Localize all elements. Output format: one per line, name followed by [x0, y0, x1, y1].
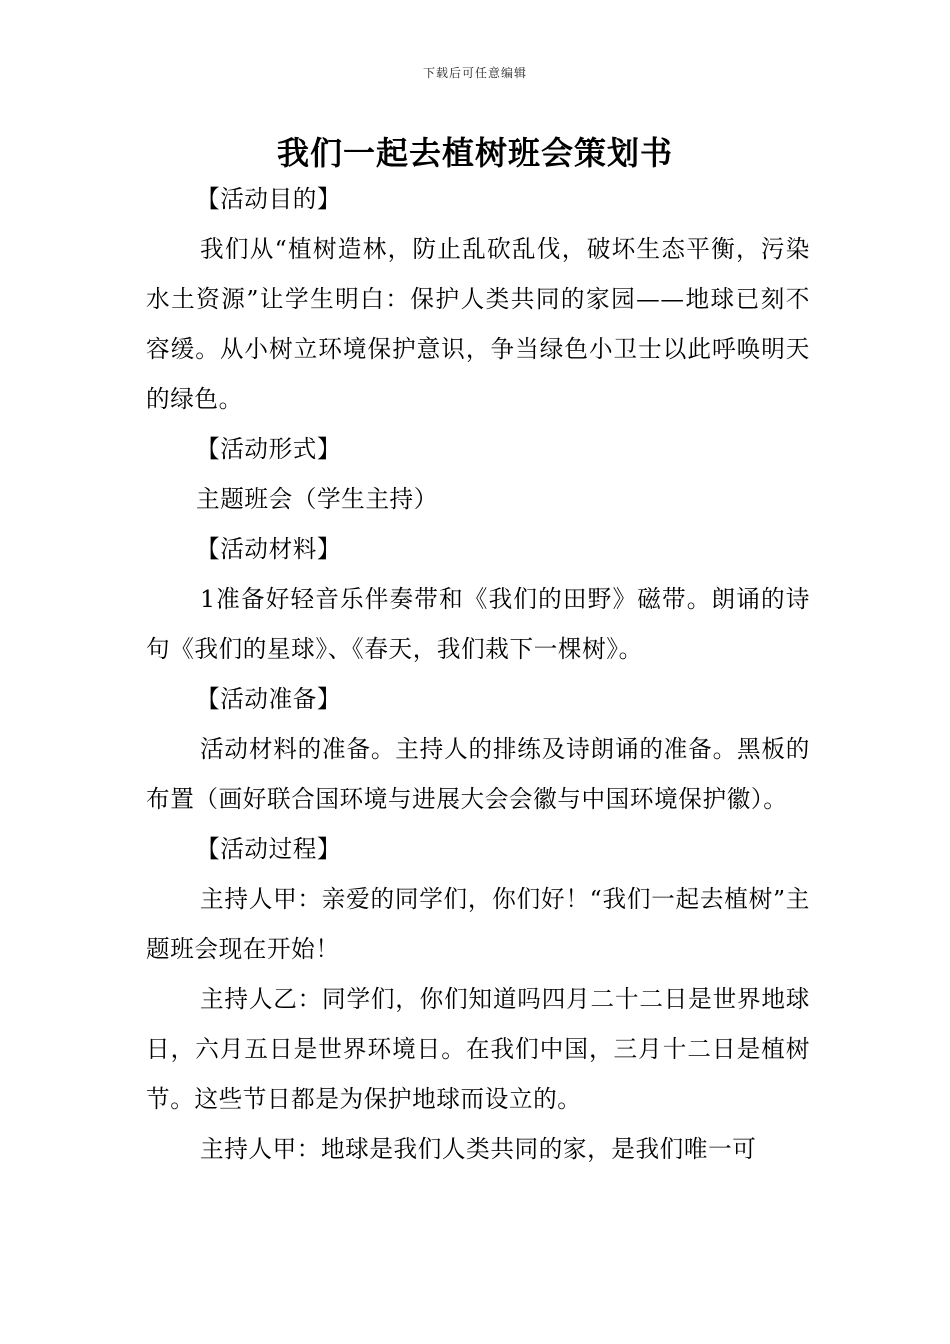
section-heading-format: 【活动形式】 [196, 435, 342, 463]
paragraph-host-a-2: 主持人甲：地球是我们人类共同的家，是我们唯一可 [200, 1135, 757, 1163]
paragraph-materials: 1准备好轻音乐伴奏带和《我们的田野》磁带。朗诵的诗句《我们的星球》、《春天，我们栽下一棵树》。 [146, 585, 810, 663]
paragraph-host-b-1: 主持人乙：同学们，你们知道吗四月二十二日是世界地球日，六月五日是世界环境日。在我们中国，三月十二日是植树节。这些节日都是为保护地球而设立的。 [146, 985, 810, 1113]
section-heading-preparation: 【活动准备】 [196, 685, 342, 713]
document-body [146, 174, 810, 1174]
paragraph-purpose: 我们从“植树造林，防止乱砍乱伐，破坏生态平衡，污染水土资源”让学生明白：保护人类共同的家园——地球已刻不容缓。从小树立环境保护意识，争当绿色小卫士以此呼唤明天的绿色。 [146, 235, 810, 413]
section-heading-process: 【活动过程】 [196, 835, 342, 863]
document-title: 我们一起去植树班会策划书 [276, 134, 673, 172]
header-note: 下载后可任意编辑 [422, 66, 527, 80]
paragraph-host-a-1: 主持人甲：亲爱的同学们，你们好！“我们一起去植树”主题班会现在开始！ [146, 885, 810, 963]
paragraph-preparation: 活动材料的准备。主持人的排练及诗朗诵的准备。黑板的布置（画好联合国环境与进展大会会徽与中国环境保护徽）。 [146, 735, 810, 813]
section-heading-materials: 【活动材料】 [196, 535, 342, 563]
section-heading-purpose: 【活动目的】 [196, 185, 342, 213]
format-line: 主题班会（学生主持） [196, 485, 438, 513]
